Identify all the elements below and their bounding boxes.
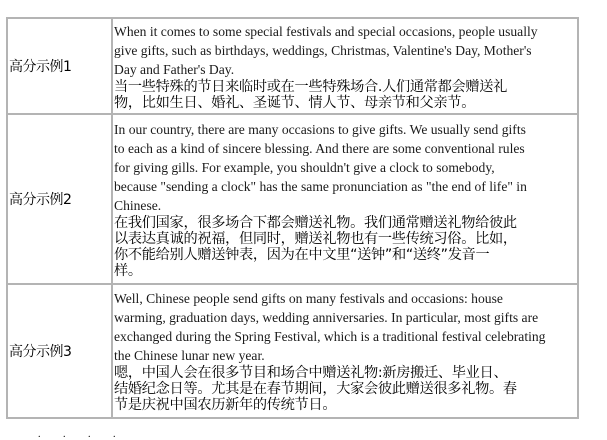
example-label-1: 高分示例1 xyxy=(7,18,112,114)
english-text-line: Chinese. xyxy=(114,197,162,213)
english-text-line: for giving gills. For example, you shouldn't give a clock to somebody, xyxy=(114,159,495,175)
english-text-line: to each as a kind of sincere blessing. And there are some conventional rules xyxy=(114,140,525,156)
chinese-text-line: 当一些特殊的节日来临时或在一些特殊场合.人们通常都会赠送礼 xyxy=(114,78,508,95)
english-text-line: the Chinese lunar new year. xyxy=(114,348,265,363)
example-label-2: 高分示例2 xyxy=(7,114,112,284)
chinese-text-line: 节是庆祝中国农历新年的传统节日。 xyxy=(114,397,337,413)
english-text-line: Day and Father's Day. xyxy=(114,61,235,77)
english-text-line: When it comes to some special festivals and special occasions, people usually xyxy=(114,23,538,39)
example-row-2 xyxy=(7,114,578,284)
chinese-text-line: 嗯，中国人会在很多节目和场合中赠送礼物:新房搬迁、毕业日、 xyxy=(114,365,508,381)
chinese-text-line: 在我们国家，很多场合下都会赠送礼物。我们通常赠送礼物给彼此 xyxy=(114,214,517,231)
english-text-line: warming, graduation days, wedding anniversaries. In particular, most gifts are xyxy=(114,310,539,325)
example-label-3: 高分示例3 xyxy=(7,284,112,418)
example-content-3 xyxy=(112,284,578,418)
chinese-text-line: 你不能给别人赠送钟表，因为在中文里“送钟”和“送终”发音一 xyxy=(114,246,490,263)
example-row-1 xyxy=(7,18,578,114)
chinese-text-line: 以表达真诚的祝福，但同时，赠送礼物也有一些传统习俗。比如， xyxy=(114,230,517,247)
english-text-line: because "sending a clock" has the same pronunciation as "the end of life" in xyxy=(114,178,527,194)
example-content-2 xyxy=(112,114,578,284)
english-text-line: Well, Chinese people send gifts on many festivals and occasions: house xyxy=(114,291,503,306)
trailing-marks: . . . . xyxy=(38,429,126,440)
high-score-examples-table xyxy=(6,17,579,419)
example-content-1 xyxy=(112,18,578,114)
english-text-line: give gifts, such as birthdays, weddings, Christmas, Valentine's Day, Mother's xyxy=(114,42,532,58)
chinese-text-line: 物，比如生日、婚礼、圣诞节、情人节、母亲节和父亲节。 xyxy=(114,94,476,111)
chinese-text-line: 样。 xyxy=(114,262,142,279)
example-row-3 xyxy=(7,284,578,418)
english-text-line: exchanged during the Spring Festival, which is a traditional festival celebrating xyxy=(114,329,546,344)
chinese-text-line: 结婚纪念日等。尤其是在春节期间，大家会彼此赠送很多礼物。春 xyxy=(114,381,517,397)
english-text-line: In our country, there are many occasions to give gifts. We usually send gifts xyxy=(114,121,526,137)
